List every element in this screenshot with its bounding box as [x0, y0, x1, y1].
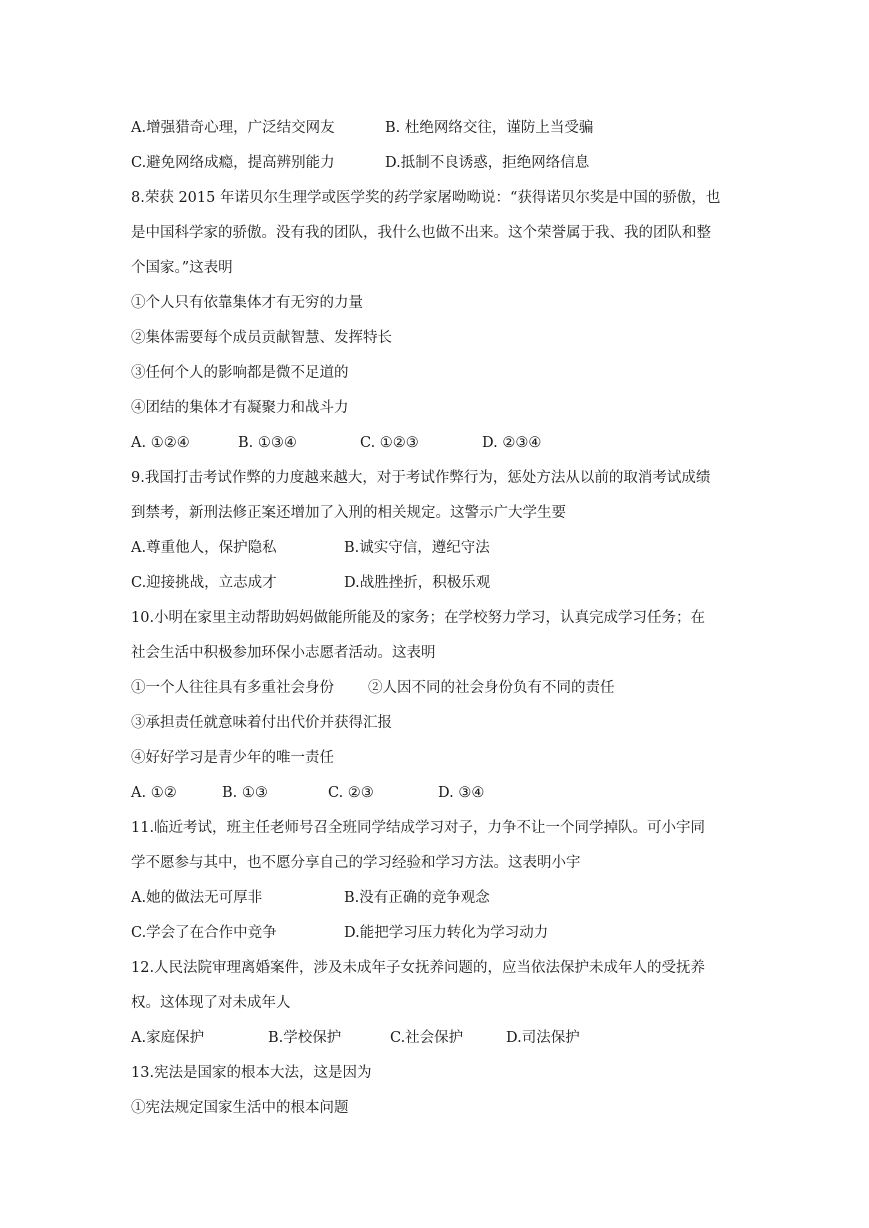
q8-stem-line-1: 8.荣获 2015 年诺贝尔生理学或医学奖的药学家屠呦呦说：“获得诺贝尔奖是中国的骄傲，也 [131, 190, 721, 206]
q11-stem-line-2: 学不愿参与其中，也不愿分享自己的学习经验和学习方法。这表明小宇 [131, 855, 581, 871]
q10-stem-line-2: 社会生活中积极参加环保小志愿者活动。这表明 [131, 645, 436, 661]
q8-item-2: ②集体需要每个成员贡献智慧、发挥特长 [131, 330, 392, 346]
q10-option-d: D. ③④ [438, 785, 485, 801]
q12-option-b: B.学校保护 [268, 1030, 342, 1046]
q9-stem-line-2: 到禁考，新刑法修正案还增加了入刑的相关规定。这警示广大学生要 [131, 505, 566, 521]
q8-stem-line-2: 是中国科学家的骄傲。没有我的团队，我什么也做不出来。这个荣誉属于我、我的团队和整 [131, 225, 711, 241]
q8-item-1: ①个人只有依靠集体才有无穷的力量 [131, 295, 363, 311]
q7-option-a: A.增强猎奇心理，广泛结交网友 [131, 120, 335, 136]
q8-item-3: ③任何个人的影响都是微不足道的 [131, 365, 349, 381]
q10-option-b: B. ①③ [222, 785, 268, 801]
q11-stem-line-1: 11.临近考试，班主任老师号召全班同学结成学习对子，力争不让一个同学掉队。可小宇同 [131, 820, 706, 836]
q8-option-a: A. ①②④ [131, 435, 190, 451]
q12-stem-line-2: 权。这体现了对未成年人 [131, 995, 291, 1011]
q13-stem-line-1: 13.宪法是国家的根本大法，这是因为 [131, 1065, 372, 1081]
q11-option-d: D.能把学习压力转化为学习动力 [344, 925, 549, 941]
q10-item-1: ①一个人往往具有多重社会身份 [131, 680, 334, 696]
q7-option-d: D.抵制不良诱惑，拒绝网络信息 [385, 155, 590, 171]
q11-option-c: C.学会了在合作中竞争 [131, 925, 277, 941]
q10-option-a: A. ①② [131, 785, 177, 801]
q8-option-b: B. ①③④ [238, 435, 297, 451]
q10-item-3: ③承担责任就意味着付出代价并获得汇报 [131, 715, 392, 731]
q9-option-d: D.战胜挫折，积极乐观 [344, 575, 491, 591]
q9-option-a: A.尊重他人，保护隐私 [131, 540, 277, 556]
q13-item-1: ①宪法规定国家生活中的根本问题 [131, 1100, 349, 1116]
q12-option-c: C.社会保护 [390, 1030, 464, 1046]
q8-option-c: C. ①②③ [360, 435, 419, 451]
q11-option-a: A.她的做法无可厚非 [131, 890, 263, 906]
q8-item-4: ④团结的集体才有凝聚力和战斗力 [131, 400, 349, 416]
q11-option-b: B.没有正确的竞争观念 [344, 890, 490, 906]
q12-stem-line-1: 12.人民法院审理离婚案件，涉及未成年子女抚养问题的，应当依法保护未成年人的受抚养 [131, 960, 706, 976]
q9-option-b: B.诚实守信，遵纪守法 [344, 540, 490, 556]
q7-option-b: B. 杜绝网络交往，谨防上当受骗 [385, 120, 594, 136]
q10-stem-line-1: 10.小明在家里主动帮助妈妈做能所能及的家务；在学校努力学习，认真完成学习任务；在 [131, 610, 706, 626]
q8-option-d: D. ②③④ [482, 435, 542, 451]
q9-stem-line-1: 9.我国打击考试作弊的力度越来越大，对于考试作弊行为，惩处方法从以前的取消考试成绩 [131, 470, 711, 486]
q10-item-4: ④好好学习是青少年的唯一责任 [131, 750, 334, 766]
q12-option-a: A.家庭保护 [131, 1030, 205, 1046]
q10-option-c: C. ②③ [328, 785, 374, 801]
q7-option-c: C.避免网络成瘾，提高辨别能力 [131, 155, 335, 171]
q9-option-c: C.迎接挑战，立志成才 [131, 575, 277, 591]
q10-item-2: ②人因不同的社会身份负有不同的责任 [368, 680, 615, 696]
q8-stem-line-3: 个国家。”这表明 [131, 260, 233, 276]
q12-option-d: D.司法保护 [506, 1030, 580, 1046]
